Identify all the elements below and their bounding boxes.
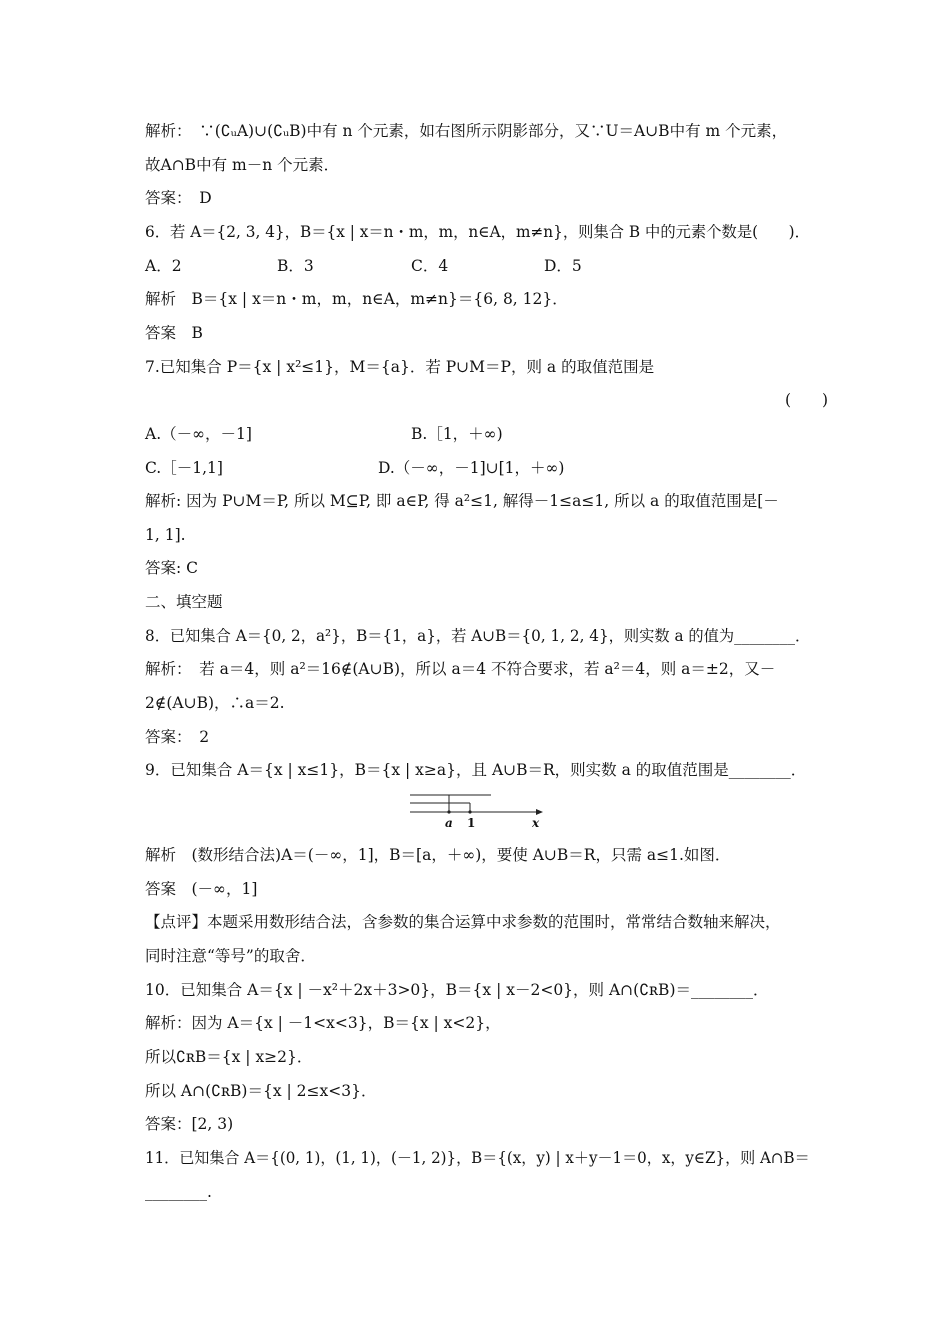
answer-paren: ( ) — [785, 391, 829, 409]
question-8: 8．已知集合 A＝{0, 2，a²}，B＝{1，a}，若 A∪B＝{0, 1, 2, 4}，则实数 a 的值为________． — [145, 627, 811, 645]
q7-option-a: A.（－∞，－1] — [145, 425, 252, 443]
text-line: 1, 1]. — [145, 526, 186, 544]
q7-option-c: C.［－1,1] — [145, 459, 223, 477]
q6-option-a: A．2 — [145, 257, 182, 275]
question-6: 6．若 A＝{2, 3, 4}，B＝{x | x＝n・m，m，n∈A，m≠n}，则集合 B 中的元素个数是( )． — [145, 223, 810, 241]
comment-line: 【点评】本题采用数形结合法，含参数的集合运算中求参数的范围时，常常结合数轴来解决， — [145, 913, 781, 931]
text-line: 故A∩B中有 m－n 个元素． — [145, 156, 340, 174]
text-line: 答案：[2, 3) — [145, 1115, 234, 1133]
axis-label-x: x — [532, 816, 540, 830]
text-line: 答案： 2 — [145, 728, 210, 746]
q6-option-c: C．4 — [411, 257, 449, 275]
question-10: 10．已知集合 A＝{x | －x²＋2x＋3>0}，B＝{x | x－2<0}，则 A∩(∁ʀB)＝________． — [145, 981, 769, 999]
question-11: 11．已知集合 A＝{(0, 1)，(1, 1)，(－1, 2)}，B＝{(x，y) | x＋y－1＝0，x，y∈Z}，则 A∩B＝ — [145, 1149, 810, 1167]
text-line: 答案 B — [145, 324, 203, 342]
number-line-svg — [408, 790, 548, 830]
text-line: 同时注意“等号”的取舍． — [145, 947, 316, 965]
question-9: 9．已知集合 A＝{x | x≤1}，B＝{x | x≥a}，且 A∪B＝R，则实数 a 的取值范围是________． — [145, 761, 807, 779]
text-line: 解析：因为 A＝{x | －1<x<3}，B＝{x | x<2}， — [145, 1014, 501, 1032]
text-line: 所以 A∩(∁ʀB)＝{x | 2≤x<3}． — [145, 1082, 377, 1100]
q6-option-b: B．3 — [277, 257, 314, 275]
text-line: 答案: C — [145, 559, 199, 577]
q7-option-d: D.（－∞，－1]∪[1，＋∞) — [378, 459, 565, 477]
text-line: 答案 (－∞，1] — [145, 880, 258, 898]
text-line: 2∉(A∪B)，∴a＝2. — [145, 694, 285, 712]
text-line: 解析 B＝{x | x＝n・m，m，n∈A，m≠n}＝{6, 8, 12}． — [145, 290, 568, 308]
q6-option-d: D．5 — [544, 257, 582, 275]
text-line: 解析： ∵(∁ᵤA)∪(∁ᵤB)中有 n 个元素，如右图所示阴影部分，又∵U＝A∪B中有 m 个元素， — [145, 122, 788, 140]
q7-option-b: B.［1，＋∞) — [411, 425, 503, 443]
text-line: 所以∁ʀB＝{x | x≥2}． — [145, 1048, 313, 1066]
text-line: ________. — [145, 1183, 212, 1201]
text-line: 解析 (数形结合法)A＝(－∞，1]，B＝[a，＋∞)，要使 A∪B＝R，只需 a≤1.如图． — [145, 846, 731, 864]
number-line-figure — [408, 790, 548, 830]
text-line: 答案： D — [145, 189, 212, 207]
text-line: 解析： 若 a＝4，则 a²＝16∉(A∪B)，所以 a＝4 不符合要求，若 a²＝4，则 a＝±2，又－ — [145, 660, 776, 678]
text-line: 解析: 因为 P∪M＝P, 所以 M⊆P, 即 a∈P, 得 a²≤1, 解得－1≤a≤1, 所以 a 的取值范围是[－ — [145, 492, 779, 510]
question-7: 7.已知集合 P＝{x | x²≤1}，M＝{a}．若 P∪M＝P，则 a 的取值范围是 — [145, 358, 655, 376]
section-heading: 二、填空题 — [145, 593, 223, 611]
axis-label-1: 1 — [467, 816, 476, 830]
axis-label-a: a — [445, 816, 453, 830]
